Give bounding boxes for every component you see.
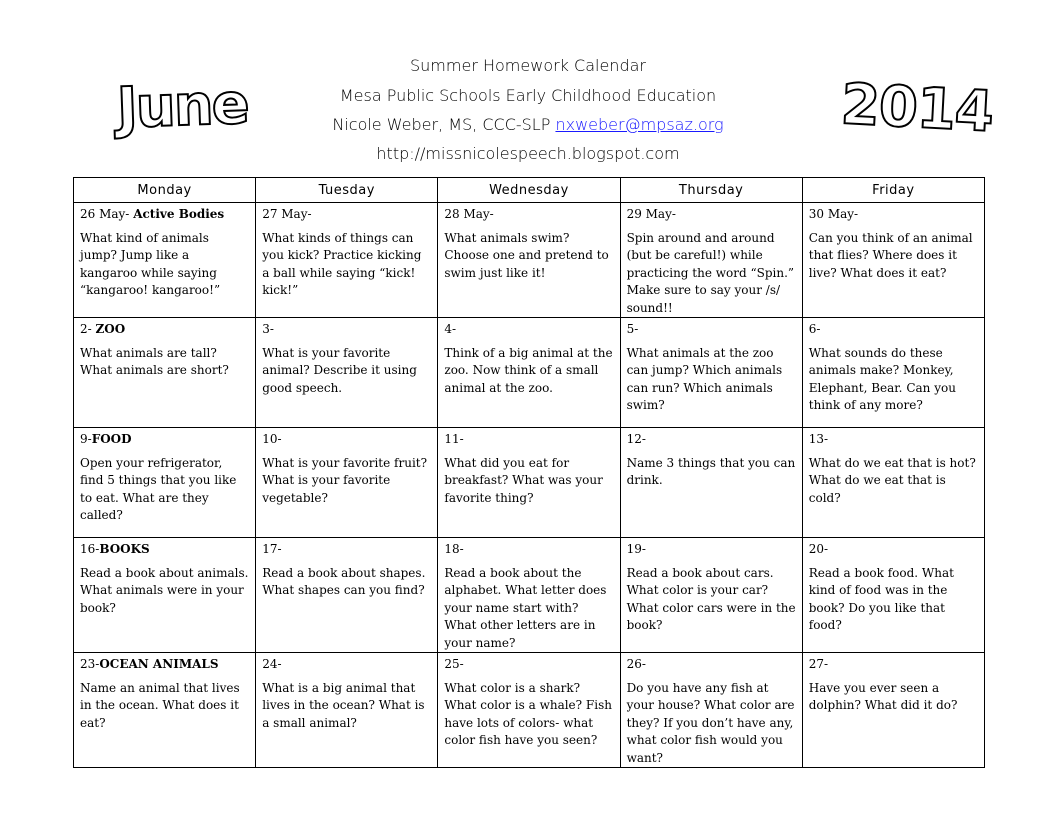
day-activity: Read a book food. What kind of food was in the book? Do you like that food? (808, 565, 954, 632)
day-heading (444, 541, 613, 559)
day-activity: What kinds of things can you kick? Practice kicking a ball while saying “kick! kick!” (262, 230, 422, 297)
homework-calendar (73, 177, 985, 768)
day-heading (809, 206, 978, 224)
day-heading (80, 656, 249, 674)
day-heading (262, 206, 431, 224)
day-heading (809, 321, 978, 339)
calendar-day-cell (438, 428, 620, 538)
day-date: 26 May- (80, 207, 134, 221)
email-link[interactable]: nxweber@mpsaz.org (555, 115, 724, 134)
year-title: 2014 (839, 72, 995, 145)
day-date: 19- (626, 542, 646, 556)
day-heading (627, 321, 796, 339)
day-activity: What is your favorite fruit? What is your favorite vegetable? (262, 455, 428, 505)
calendar-day-cell (620, 318, 802, 428)
day-date: 9- (80, 432, 92, 446)
day-activity: Do you have any fish at your house? What color are they? If you don’t have any, what color fish would you want? (626, 680, 795, 765)
calendar-day-cell (256, 653, 438, 768)
day-heading (444, 206, 613, 224)
day-theme: Active Bodies (133, 207, 225, 221)
calendar-week-row (74, 428, 985, 538)
day-heading (262, 541, 431, 559)
calendar-day-cell (74, 428, 256, 538)
day-heading (809, 431, 978, 449)
calendar-day-cell (438, 538, 620, 653)
day-activity: What color is a shark? What color is a whale? Fish have lots of colors- what color fish have you seen? (444, 680, 612, 747)
day-heading (262, 656, 431, 674)
day-date: 4- (444, 322, 457, 336)
weekday-tuesday: Tuesday (256, 178, 438, 203)
calendar-day-cell (74, 203, 256, 318)
day-date: 5- (626, 322, 639, 336)
calendar-day-cell (256, 428, 438, 538)
day-activity: Name 3 things that you can drink. (626, 455, 796, 487)
day-activity: What animals at the zoo can jump? Which animals can run? Which animals swim? (626, 345, 783, 412)
day-heading (627, 206, 796, 224)
weekday-monday: Monday (74, 178, 256, 203)
day-activity: Read a book about cars. What color is your car? What color cars were in the book? (626, 565, 796, 632)
calendar-day-cell (802, 653, 984, 768)
calendar-day-cell (438, 203, 620, 318)
day-heading (809, 656, 978, 674)
day-date: 26- (626, 657, 646, 671)
weekday-thursday: Thursday (620, 178, 802, 203)
day-theme: FOOD (91, 432, 132, 446)
day-heading (444, 321, 613, 339)
calendar-day-cell (74, 653, 256, 768)
weekday-friday: Friday (802, 178, 984, 203)
day-heading (262, 321, 431, 339)
calendar-day-cell (620, 428, 802, 538)
day-date: 12- (626, 432, 646, 446)
weekday-header-row (74, 178, 985, 203)
day-activity: What sounds do these animals make? Monkey, Elephant, Bear. Can you think of any more? (808, 345, 956, 412)
day-activity: Have you ever seen a dolphin? What did it do? (808, 680, 958, 712)
day-activity: Open your refrigerator, find 5 things that you like to eat. What are they called? (80, 455, 237, 522)
day-date: 3- (262, 322, 274, 336)
day-date: 25- (444, 657, 464, 671)
day-heading (627, 656, 796, 674)
day-date: 30 May- (808, 207, 859, 221)
calendar-day-cell (438, 653, 620, 768)
calendar-week-row (74, 203, 985, 318)
weekday-wednesday: Wednesday (438, 178, 620, 203)
calendar-day-cell (620, 653, 802, 768)
calendar-day-cell (802, 538, 984, 653)
day-activity: What did you eat for breakfast? What was your favorite thing? (444, 455, 603, 505)
day-date: 20- (808, 542, 829, 556)
day-date: 17- (262, 542, 282, 556)
day-date: 16- (80, 542, 100, 556)
calendar-day-cell (802, 428, 984, 538)
day-heading (262, 431, 431, 449)
blog-url[interactable]: http://missnicolespeech.blogspot.com (376, 144, 680, 163)
calendar-day-cell (802, 318, 984, 428)
calendar-day-cell (256, 538, 438, 653)
day-heading (80, 206, 249, 224)
day-activity: Think of a big animal at the zoo. Now think of a small animal at the zoo. (444, 345, 613, 395)
day-date: 13- (808, 432, 829, 446)
day-activity: Read a book about the alphabet. What letter does your name start with? What other letters are in your name? (444, 565, 607, 650)
day-date: 10- (262, 432, 282, 446)
day-heading (80, 431, 249, 449)
day-heading (80, 541, 249, 559)
day-activity: What kind of animals jump? Jump like a kangaroo while saying “kangaroo! kangaroo!” (80, 230, 221, 297)
day-activity: Read a book about animals. What animals were in your book? (80, 565, 249, 615)
day-date: 18- (444, 542, 464, 556)
day-activity: Name an animal that lives in the ocean. What does it eat? (80, 680, 240, 730)
day-activity: What is a big animal that lives in the ocean? What is a small animal? (262, 680, 425, 730)
document-title: Summer Homework Calendar (410, 56, 646, 75)
day-theme: ZOO (95, 322, 126, 336)
day-date: 27 May- (262, 207, 312, 221)
day-heading (627, 431, 796, 449)
day-theme: BOOKS (99, 542, 150, 556)
calendar-day-cell (620, 203, 802, 318)
day-activity: Can you think of an animal that flies? Where does it live? What does it eat? (808, 230, 973, 280)
day-activity: What do we eat that is hot? What do we eat that is cold? (808, 455, 976, 505)
day-date: 28 May- (444, 207, 494, 221)
day-activity: What animals are tall? What animals are short? (80, 345, 229, 377)
day-heading (809, 541, 978, 559)
day-activity: What is your favorite animal? Describe it using good speech. (262, 345, 417, 395)
calendar-day-cell (620, 538, 802, 653)
month-title: June (115, 71, 249, 142)
day-activity: Read a book about shapes. What shapes can you find? (262, 565, 426, 597)
calendar-day-cell (256, 318, 438, 428)
day-heading (627, 541, 796, 559)
day-activity: What animals swim? Choose one and pretend to swim just like it! (444, 230, 609, 280)
calendar-day-cell (802, 203, 984, 318)
day-date: 6- (808, 322, 821, 336)
calendar-week-row (74, 653, 985, 768)
day-date: 11- (444, 432, 464, 446)
day-heading (80, 321, 249, 339)
calendar-day-cell (74, 538, 256, 653)
calendar-week-row (74, 318, 985, 428)
day-date: 29 May- (626, 207, 676, 221)
organization-line: Mesa Public Schools Early Childhood Education (339, 86, 717, 105)
calendar-day-cell (256, 203, 438, 318)
day-date: 27- (808, 657, 829, 671)
calendar-day-cell (438, 318, 620, 428)
day-heading (444, 656, 613, 674)
day-date: 23- (80, 657, 100, 671)
day-date: 24- (262, 657, 282, 671)
author-name: Nicole Weber, MS, CCC-SLP (332, 115, 551, 134)
day-activity: Spin around and around (but be careful!) while practicing the word “Spin.” Make sure to say your /s/ sound!! (626, 230, 795, 315)
day-heading (444, 431, 613, 449)
calendar-day-cell (74, 318, 256, 428)
day-date: 2- (80, 322, 96, 336)
calendar-week-row (74, 538, 985, 653)
day-theme: OCEAN ANIMALS (99, 657, 219, 671)
